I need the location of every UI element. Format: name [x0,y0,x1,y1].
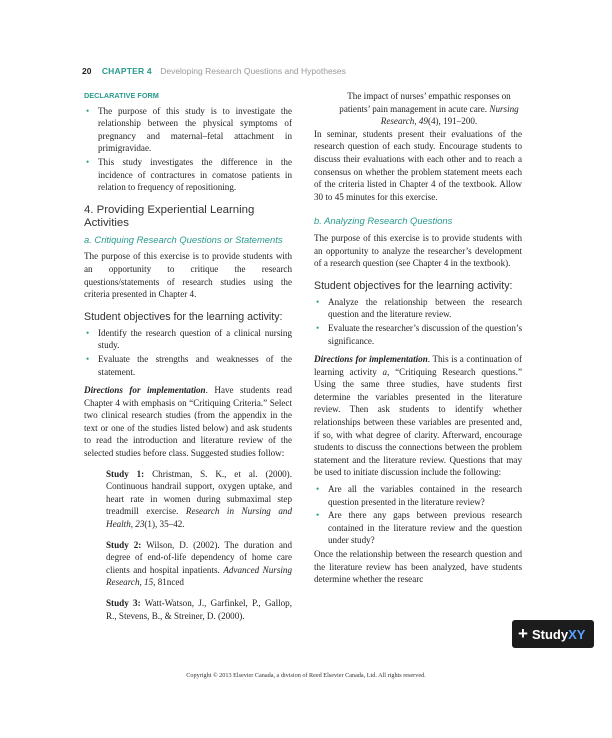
list-item: • Evaluate the strengths and weaknesses of the statement. [84,353,292,378]
seminar-paragraph: In seminar, students present their evaluations of the research question of each study. Encourage students to discuss their evaluations with each other and to reach a consensus on whether the problem statement meets each of the criteria listed in Chapter 4 of the textbook. Allow 30 to 45 minutes for this exercise. [314,128,522,202]
study-tail: (1), 35–42. [144,519,185,530]
list-item: • Evaluate the researcher’s discussion of the question’s significance. [314,322,522,347]
closing-paragraph: Once the relationship between the research question and the literature review has been analyzed, have students determine whether the researc [314,549,522,585]
logo-text-accent: XY [568,627,586,642]
directions-text: . Have students read Chapter 4 with emphasis on “Critiquing Criteria.” Select two clinical research studies (from the appendix in the text or one of the studies listed below) and ask students to read the introduction and literature review of the selected studies before class. Suggested studies follow: [84,385,292,459]
study-label: Study 2: [106,539,142,550]
ref-tail: (4), 191–200. [427,116,478,127]
list-item: • Analyze the relationship between the research question and the literature review. [314,296,522,321]
ref-text: The impact of nurses’ empathic responses on patients’ pain management in acute care. [339,91,511,114]
paragraph-a: The purpose of this exercise is to provide students with an opportunity to critique the research questions/statements of research studies using the criteria presented in Chapter 4. [84,251,292,300]
directions-label: Directions for implementation [84,385,206,396]
paragraph-b: The purpose of this exercise is to provide students with an opportunity to analyze the researcher’s development of a research question (see Chapter 4 in the textbook). [314,232,522,269]
ref-journal: Nursing Research, 49 [380,103,519,127]
study-2 [106,539,292,589]
chapter-label: CHAPTER 4 [101,66,152,76]
directions-text: . This is a continuation of learning activity [314,354,523,377]
running-header [82,66,346,76]
objectives-heading-right: Student objectives for the learning activity: [314,279,513,292]
study-citation: Christman, S. K., et al. (2000). Continuous handrail support, oxygen uptake, and heart rate in women during submaximal step treadmill exercise. [106,468,292,517]
study-3-continuation [336,90,522,128]
study-label: Study 3: [106,598,141,608]
section-heading: 4. Providing Experiential Learning Activities [84,203,255,230]
study-tail: , 81nced [153,577,184,588]
study-citation: Wilson, D. (2002). The duration and degree of end-of-life dependency of home care clients and hospital inpatients. [106,539,293,575]
left-column [84,90,292,630]
list-item: • This study investigates the difference in the incidence of contractures in comatose patients in relation to frequency of repositioning. [84,156,292,194]
study-3 [106,597,292,622]
declarative-form-label: DECLARATIVE FORM [84,91,159,100]
directions-text: , “Critiquing Research questions.” Using the same three studies, have students first determine the variables presented in the literature review. Then ask students to identify whether relationships between these variables are presented and, if so, with what degree of clarity. Afterward, encourage students to discuss the connections between the problem statement and the literature review. Questions that may be used to initiate discussion include the following: [314,366,522,478]
logo-text: Study [531,627,569,642]
subsection-b-heading: b. Analyzing Research Questions [314,215,453,227]
study-journal: Research in Nursing and Health, 23 [106,506,292,530]
study-1 [106,468,292,531]
objectives-list-right [314,296,522,347]
directions-paragraph-left [84,384,292,460]
studyxy-watermark-logo [512,620,594,648]
study-label: Study 1: [106,468,145,479]
copyright-footer: Copyright © 2013 Elsevier Canada, a division of Reed Elsevier Canada, Ltd. All rights reserved. [186,672,426,679]
declarative-list [84,105,292,194]
subsection-a-heading: a. Critiquing Research Questions or Statements [84,233,283,245]
objectives-heading-left: Student objectives for the learning activity: [84,310,283,323]
chapter-title: Developing Research Questions and Hypotheses [160,66,346,76]
objectives-list-left [84,327,292,378]
list-item: • The purpose of this study is to investigate the relationship between the physical symptoms of pregnancy and maternal–fetal attachment in primigravidae. [84,105,292,155]
directions-paragraph-right [314,353,522,479]
study-journal: Advanced Nursing Research, 15 [106,564,292,588]
list-item: • Identify the research question of a clinical nursing study. [84,327,292,352]
right-column [314,90,522,590]
directions-italic: a [382,366,388,377]
list-item: • Are there any gaps between previous research contained in the literature review and the question under study? [314,509,522,547]
directions-label: Directions for implementation [314,354,428,365]
list-item: • Are all the variables contained in the research question presented in the literature review? [314,483,522,508]
plus-icon: + [518,624,528,643]
page-number: 20 [82,66,92,76]
questions-list [314,483,522,547]
study-citation: Watt-Watson, J., Garfinkel, P., Gallop, R., Stevens, B., & Streiner, D. (2000). [106,598,292,621]
